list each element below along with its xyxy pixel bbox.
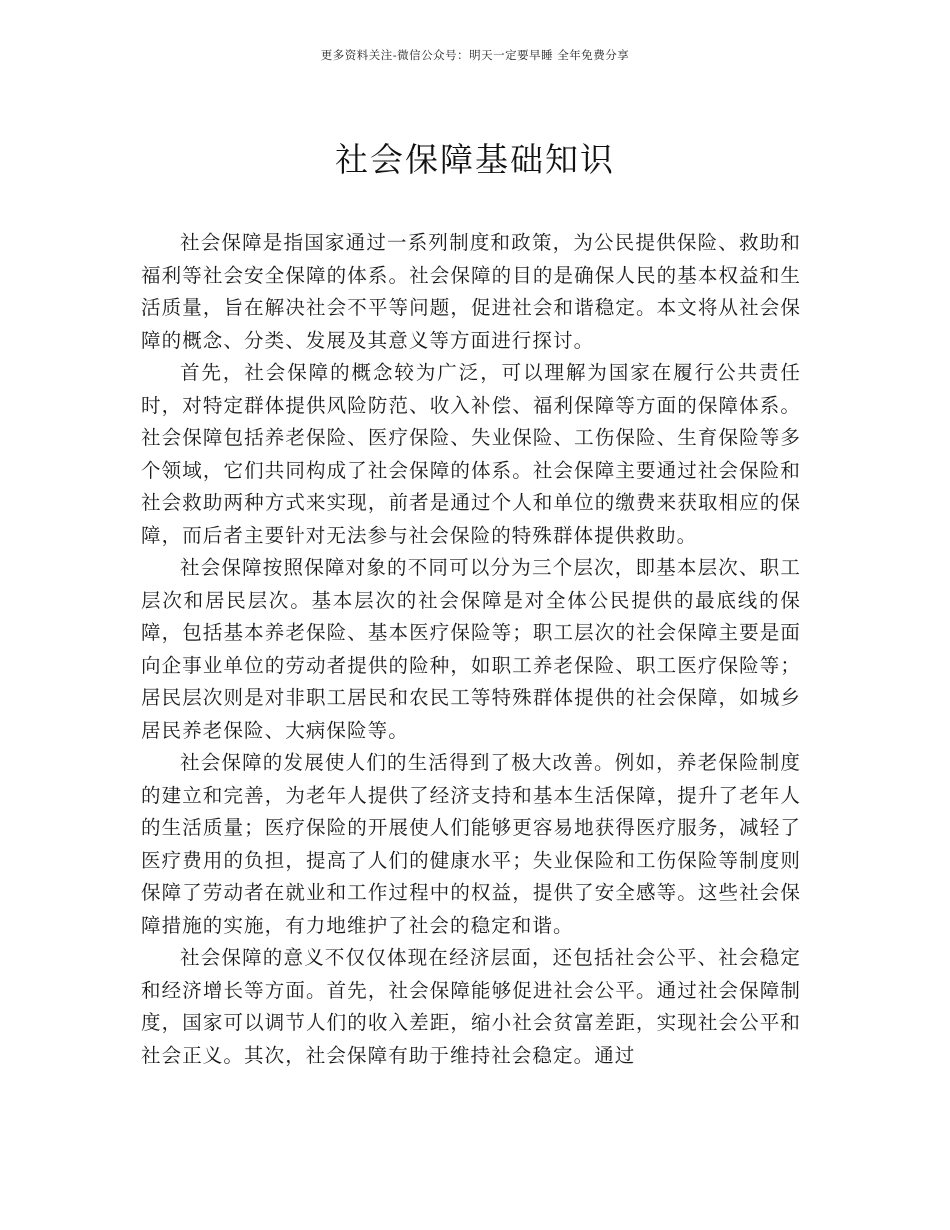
document-title: 社会保障基础知识 xyxy=(335,140,615,179)
paragraph-4: 社会保障的发展使人们的生活得到了极大改善。例如，养老保险制度的建立和完善，为老年人提供了经济支持和基本生活保障，提升了老年人的生活质量；医疗保险的开展使人们能够更容易地获得医疗服务，减轻了医疗费用的负担，提高了人们的健康水平；失业保险和工伤保险等制度则保障了劳动者在就业和工作过程中的权益，提供了安全感等。这些社会保障措施的实施，有力地维护了社会的稳定和谐。 xyxy=(141,751,801,937)
paragraph-1: 社会保障是指国家通过一系列制度和政策，为公民提供保险、救助和福利等社会安全保障的体系。社会保障的目的是确保人民的基本权益和生活质量，旨在解决社会不平等问题，促进社会和谐稳定。本文将从社会保障的概念、分类、发展及其意义等方面进行探讨。 xyxy=(141,231,801,352)
paragraph-3: 社会保障按照保障对象的不同可以分为三个层次，即基本层次、职工层次和居民层次。基本层次的社会保障是对全体公民提供的最底线的保障，包括基本养老保险、基本医疗保险等；职工层次的社会保障主要是面向企事业单位的劳动者提供的险种，如职工养老保险、职工医疗保险等；居民层次则是对非职工居民和农民工等特殊群体提供的社会保障，如城乡居民养老保险、大病保险等。 xyxy=(141,556,801,742)
paragraph-2: 首先，社会保障的概念较为广泛，可以理解为国家在履行公共责任时，对特定群体提供风险防范、收入补偿、福利保障等方面的保障体系。社会保障包括养老保险、医疗保险、失业保险、工伤保险、生育保险等多个领域，它们共同构成了社会保障的体系。社会保障主要通过社会保险和社会救助两种方式来实现，前者是通过个人和单位的缴费来获取相应的保障，而后者主要针对无法参与社会保险的特殊群体提供救助。 xyxy=(141,361,801,547)
document-body xyxy=(141,227,801,1072)
paragraph-5: 社会保障的意义不仅仅体现在经济层面，还包括社会公平、社会稳定和经济增长等方面。首先，社会保障能够促进社会公平。通过社会保障制度，国家可以调节人们的收入差距，缩小社会贫富差距，实现社会公平和社会正义。其次，社会保障有助于维持社会稳定。通过 xyxy=(141,946,801,1067)
header-note: 更多资料关注-微信公众号：明天一定要早睡 全年免费分享 xyxy=(320,48,630,62)
